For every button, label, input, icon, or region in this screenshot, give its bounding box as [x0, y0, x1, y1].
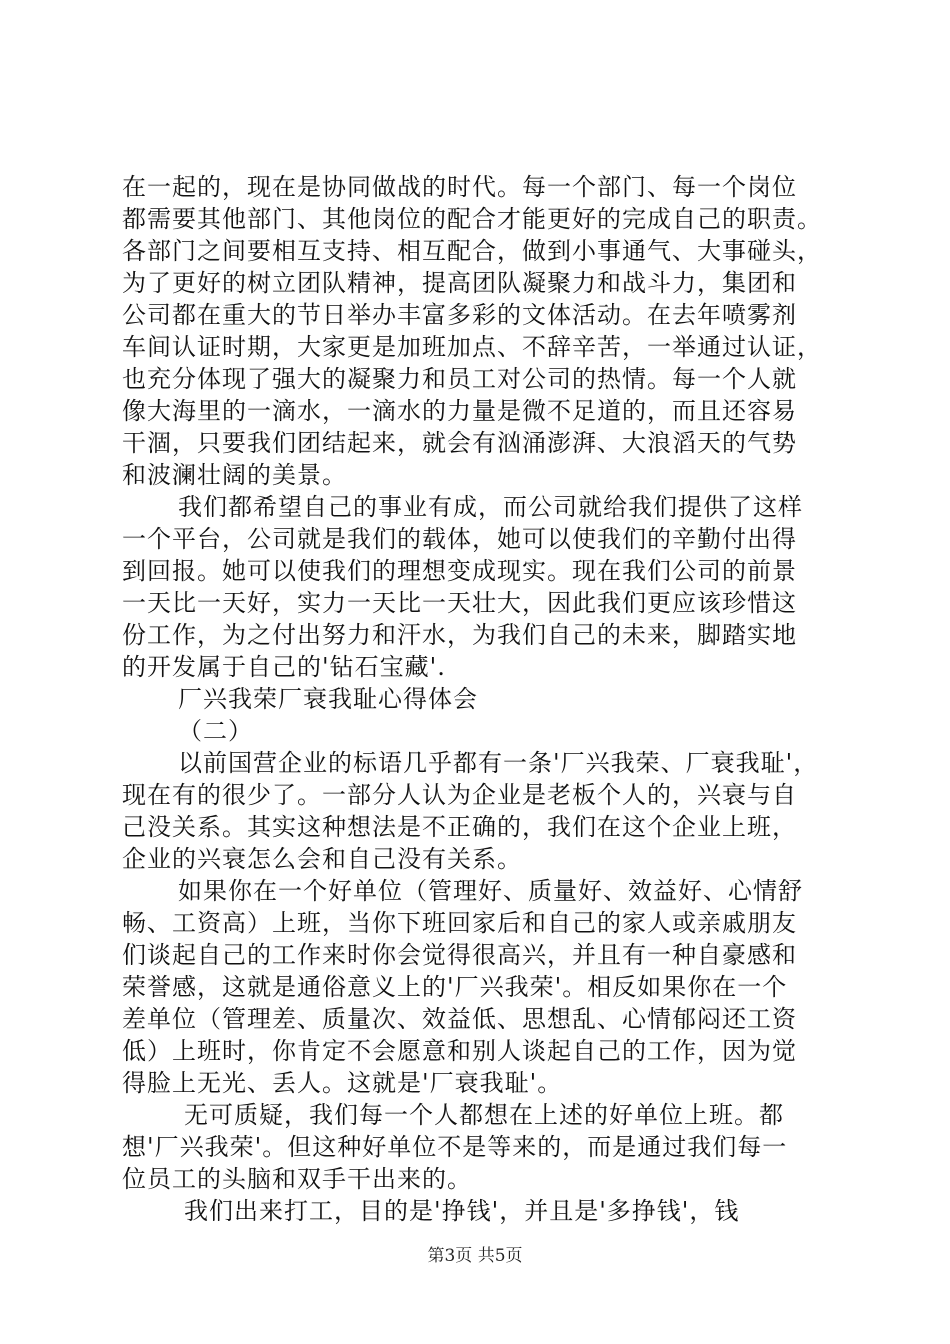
- text-line: 畅、工资高）上班，当你下班回家后和自己的家人或亲戚朋友: [122, 909, 797, 937]
- text-line: 都需要其他部门、其他岗位的配合才能更好的完成自己的职责。: [122, 205, 822, 233]
- text-line: 干涸，只要我们团结起来，就会有汹涌澎湃、大浪滔天的气势: [122, 429, 797, 457]
- text-line: 和波澜壮阔的美景。: [122, 461, 347, 489]
- text-line: 企业的兴衰怎么会和自己没有关系。: [122, 845, 522, 873]
- paragraph-start-line: 我们都希望自己的事业有成，而公司就给我们提供了这样: [178, 493, 803, 521]
- text-line: 现在有的很少了。一部分人认为企业是老板个人的，兴衰与自: [122, 781, 797, 809]
- text-line: 们谈起自己的工作来时你会觉得很高兴，并且有一种自豪感和: [122, 941, 797, 969]
- text-line: 车间认证时期，大家更是加班加点、不辞辛苦，一举通过认证，: [122, 333, 822, 361]
- text-line: 荣誉感，这就是通俗意义上的'厂兴我荣'。相反如果你在一个: [122, 973, 788, 1001]
- text-line: 想'厂兴我荣'。但这种好单位不是等来的，而是通过我们每一: [122, 1133, 788, 1161]
- text-line: 在一起的，现在是协同做战的时代。每一个部门、每一个岗位: [122, 173, 797, 201]
- paragraph-start-line: 以前国营企业的标语几乎都有一条'厂兴我荣、厂衰我耻'，: [178, 749, 819, 777]
- text-line: 也充分体现了强大的凝聚力和员工对公司的热情。每一个人就: [122, 365, 797, 393]
- text-line: 差单位（管理差、质量次、效益低、思想乱、心情郁闷还工资: [122, 1005, 797, 1033]
- text-line: 像大海里的一滴水，一滴水的力量是微不足道的，而且还容易: [122, 397, 797, 425]
- text-line: 低）上班时，你肯定不会愿意和别人谈起自己的工作，因为觉: [122, 1037, 797, 1065]
- text-line: 为了更好的树立团队精神，提高团队凝聚力和战斗力，集团和: [122, 269, 797, 297]
- text-line: 的开发属于自己的'钻石宝藏'.: [122, 653, 446, 681]
- text-line: 己没关系。其实这种想法是不正确的，我们在这个企业上班，: [122, 813, 797, 841]
- paragraph-start-line: 我们出来打工，目的是'挣钱'，并且是'多挣钱'，钱: [184, 1197, 740, 1225]
- text-line: 一个平台，公司就是我们的载体，她可以使我们的辛勤付出得: [122, 525, 797, 553]
- paragraph-start-line: 如果你在一个好单位（管理好、质量好、效益好、心情舒: [178, 877, 803, 905]
- section-title: 厂兴我荣厂衰我耻心得体会: [178, 685, 478, 713]
- text-line: 份工作，为之付出努力和汗水，为我们自己的未来，脚踏实地: [122, 621, 797, 649]
- text-line: 位员工的头脑和双手干出来的。: [122, 1165, 472, 1193]
- text-line: 公司都在重大的节日举办丰富多彩的文体活动。在去年喷雾剂: [122, 301, 797, 329]
- text-line: 得脸上无光、丢人。这就是'厂衰我耻'。: [122, 1069, 563, 1097]
- document-body: [122, 171, 842, 1227]
- text-line: 一天比一天好，实力一天比一天壮大，因此我们更应该珍惜这: [122, 589, 797, 617]
- text-line: 各部门之间要相互支持、相互配合，做到小事通气、大事碰头，: [122, 237, 822, 265]
- page-number-footer: 第3页 共5页: [427, 1246, 523, 1266]
- section-number: （二）: [178, 717, 253, 745]
- paragraph-start-line: 无可质疑，我们每一个人都想在上述的好单位上班。都: [184, 1101, 784, 1129]
- text-line: 到回报。她可以使我们的理想变成现实。现在我们公司的前景: [122, 557, 797, 585]
